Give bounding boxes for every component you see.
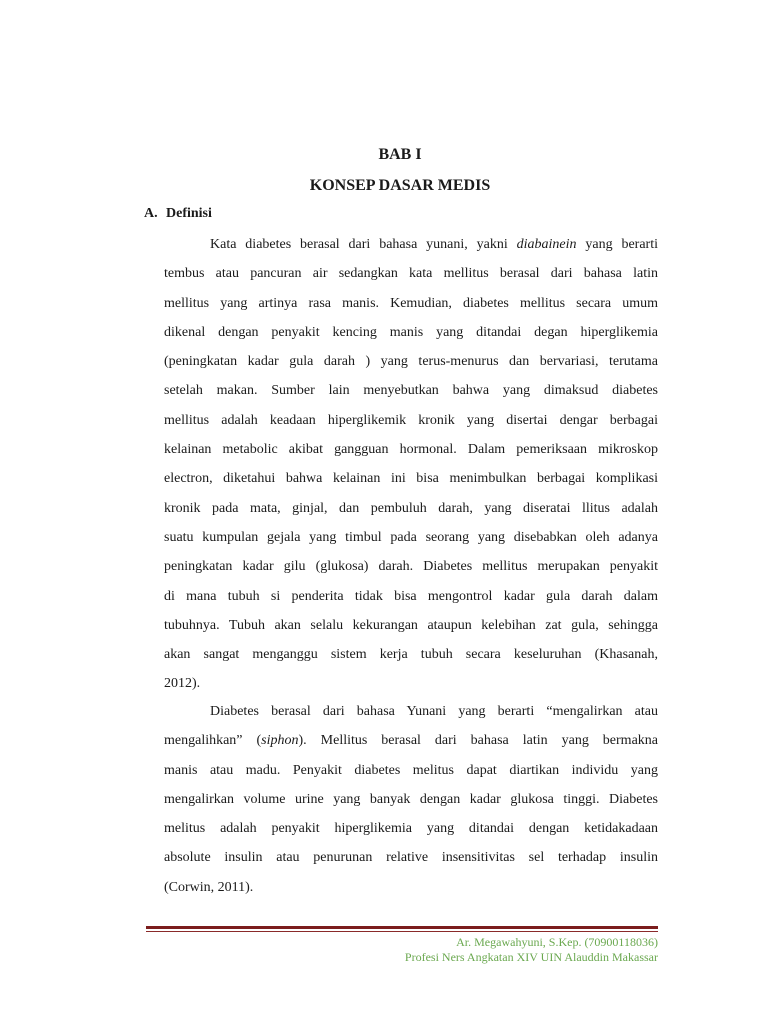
paragraph-line: kronik pada mata, ginjal, dan pembuluh darah, yang diseratai llitus adalah [164, 500, 658, 516]
footer-author: Ar. Megawahyuni, S.Kep. (70900118036) [456, 935, 658, 949]
paragraph-etymology [164, 697, 658, 902]
paragraph-line: manis atau madu. Penyakit diabetes melitus dapat diartikan individu yang [164, 762, 658, 778]
footer-divider-thin [146, 931, 658, 932]
paragraph-line: peningkatan kadar gilu (glukosa) darah. Diabetes mellitus merupakan penyakit [164, 559, 658, 575]
paragraph-line: melitus adalah penyakit hiperglikemia yang ditandai dengan ketidakadaan [164, 821, 658, 837]
section-heading [144, 206, 212, 222]
paragraph-line: 2012). [164, 676, 201, 692]
paragraph-line: mellitus yang artinya rasa manis. Kemudian, diabetes mellitus secara umum [164, 295, 658, 311]
chapter-number: BAB I [378, 146, 422, 163]
paragraph-line: tubuhnya. Tubuh akan selalu kekurangan ataupun kelebihan zat gula, sehingga [164, 617, 658, 633]
paragraph-line: Diabetes berasal dari bahasa Yunani yang berarti “mengalirkan atau [210, 704, 658, 719]
paragraph-line: kelainan metabolic akibat gangguan hormonal. Dalam pemeriksaan mikroskop [164, 442, 658, 458]
paragraph-line: mengalirkan volume urine yang banyak dengan kadar glukosa tinggi. Diabetes [164, 791, 658, 807]
paragraph-line: suatu kumpulan gejala yang timbul pada seorang yang disebabkan oleh adanya [164, 529, 658, 545]
paragraph-definition [164, 230, 658, 699]
italic-term: siphon [261, 733, 299, 749]
paragraph-line: (Corwin, 2011). [164, 879, 254, 895]
footer-program: Profesi Ners Angkatan XIV UIN Alauddin Makassar [404, 950, 658, 964]
paragraph-line: tembus atau pancuran air sedangkan kata mellitus berasal dari bahasa latin [164, 266, 658, 282]
paragraph-line: di mana tubuh si penderita tidak bisa mengontrol kadar gula darah dalam [164, 588, 658, 604]
paragraph-line: dikenal dengan penyakit kencing manis yang ditandai degan hiperglikemia [164, 324, 658, 340]
paragraph-line: mellitus adalah keadaan hiperglikemik kronik yang disertai dengar berbagai [164, 412, 658, 428]
paragraph-line: mengalihkan” (siphon). Mellitus berasal dari bahasa latin yang bermakna [164, 733, 658, 749]
chapter-title: KONSEP DASAR MEDIS [309, 177, 491, 194]
paragraph-line: absolute insulin atau penurunan relative insensitivitas sel terhadap insulin [164, 850, 658, 866]
section-letter: A. [144, 206, 158, 221]
paragraph-line: Kata diabetes berasal dari bahasa yunani, yakni diabainein yang berarti [210, 237, 658, 252]
section-title: Definisi [166, 206, 212, 221]
paragraph-line: setelah makan. Sumber lain menyebutkan bahwa yang dimaksud diabetes [164, 383, 658, 399]
italic-term: diabainein [516, 237, 577, 252]
paragraph-line: akan sangat menganggu sistem kerja tubuh secara keseluruhan (Khasanah, [164, 647, 658, 663]
paragraph-line: (peningkatan kadar gula darah ) yang terus-menurus dan bervariasi, terutama [164, 354, 658, 370]
footer-divider-thick [146, 926, 658, 929]
paragraph-line: electron, diketahui bahwa kelainan ini bisa menimbulkan berbagai komplikasi [164, 471, 658, 487]
